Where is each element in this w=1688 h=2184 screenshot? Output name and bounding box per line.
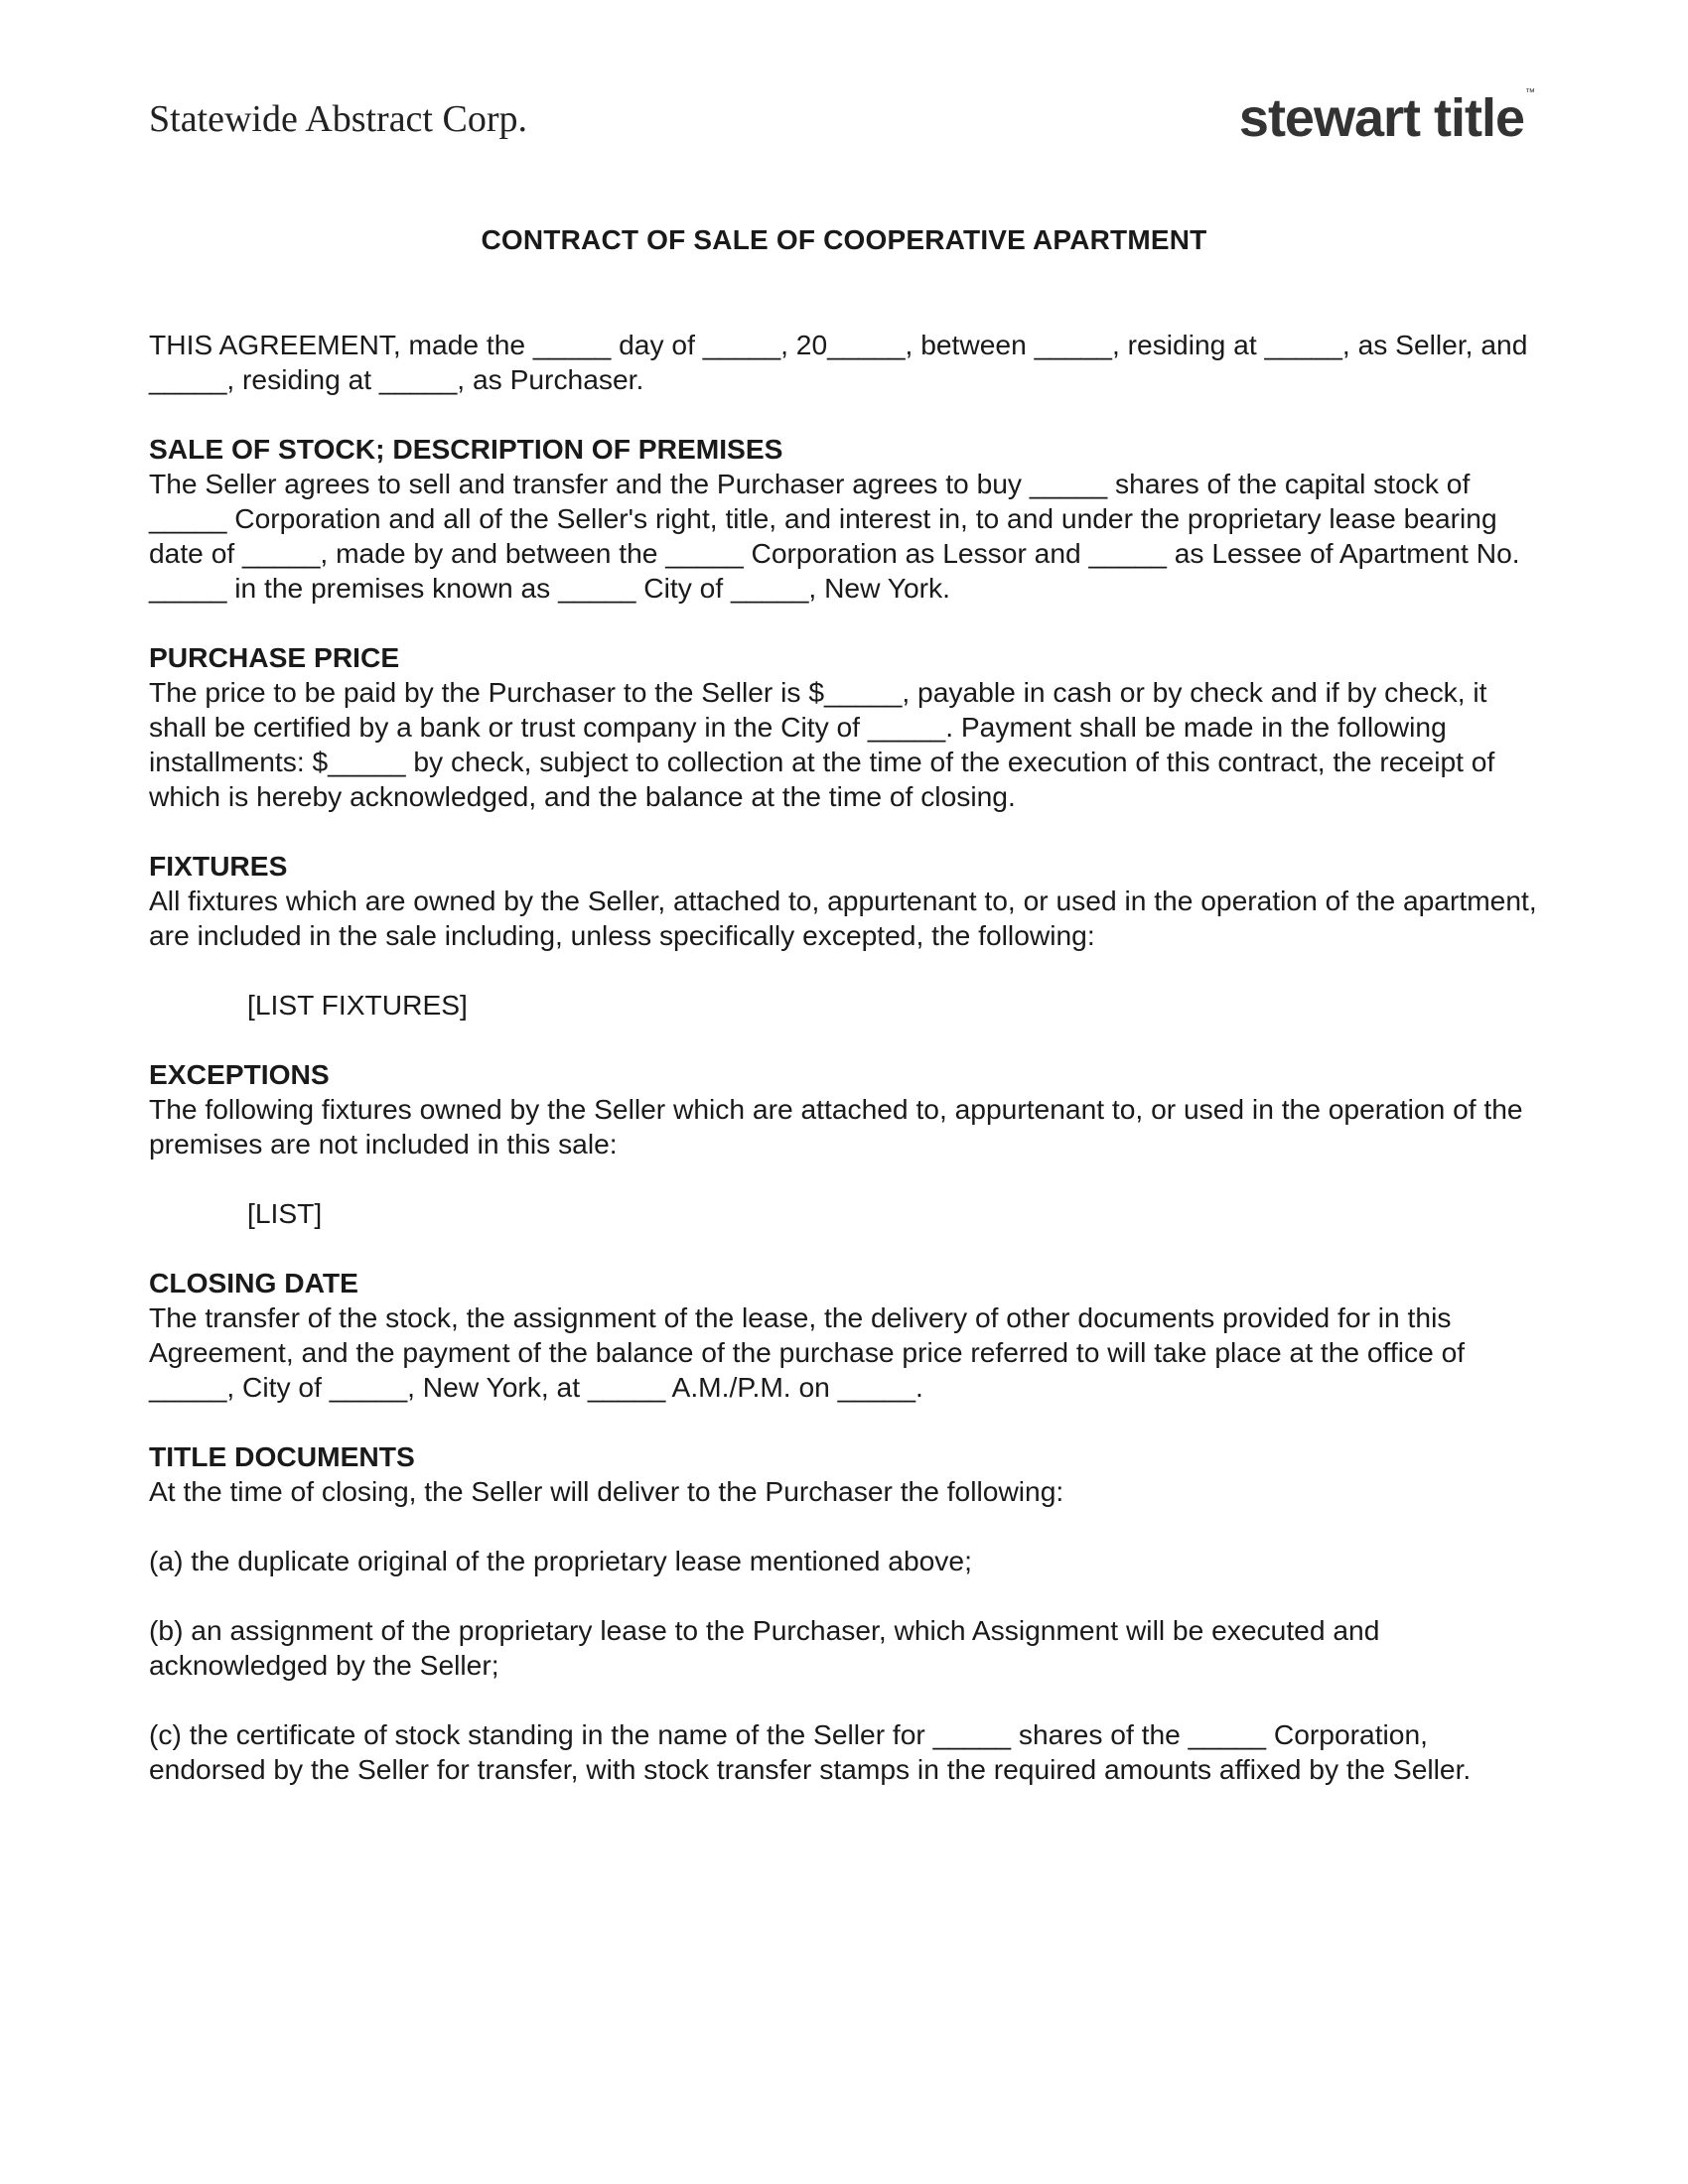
section-heading: CLOSING DATE (149, 1267, 358, 1298)
logo-text: stewart title (1238, 88, 1524, 148)
section-text: The transfer of the stock, the assignment of the lease, the delivery of other documents provided for in this Agreement, and the payment of the balance of the purchase price referred to will take place at the office of _____, City of _____, New York, at _____ A.M./P.M. on _____. (149, 1301, 1466, 1403)
section-text: The price to be paid by the Purchaser to the Seller is $_____, payable in cash or by check and if by check, it shall be certified by a bank or trust company in the City of _____. Payment shall be made in the following installments: $_____ by check, subject to collection at the time of the execution of this contract, the receipt of which is hereby acknowledged, and the balance at the time of closing. (149, 676, 1495, 812)
exceptions-placeholder: [LIST] (247, 1197, 323, 1229)
section-text: The Seller agrees to sell and transfer and the Purchaser agrees to buy _____ shares of the capital stock of _____ Corporation and all of the Seller's right, title, and interest in, to and under the proprietary lease bearing date of _____, made by and between the _____ Corporation as Lessor and _____ as Lessee of Apartment No. _____ in the premises known as _____ City of _____, New York. (149, 468, 1520, 604)
section-heading: EXCEPTIONS (149, 1058, 330, 1090)
company-name: Statewide Abstract Corp. (149, 98, 527, 140)
section-text: The following fixtures owned by the Seller which are attached to, appurtenant to, or used in the operation of the premises are not included in this sale: (149, 1093, 1523, 1160)
section-heading: SALE OF STOCK; DESCRIPTION OF PREMISES (149, 433, 783, 465)
document-title: CONTRACT OF SALE OF COOPERATIVE APARTMENT (481, 224, 1207, 255)
section-heading: TITLE DOCUMENTS (149, 1440, 415, 1472)
stewart-title-logo (1239, 87, 1534, 149)
section-title-documents (149, 1439, 1549, 1787)
section-fixtures (149, 849, 1549, 1023)
section-heading: FIXTURES (149, 850, 288, 882)
section-heading: PURCHASE PRICE (149, 641, 400, 673)
list-item: (c) the certificate of stock standing in the name of the Seller for _____ shares of the _____ Corporation, endorsed by the Seller for transfer, with stock transfer stamps in the required amounts affixed by the Seller. (149, 1718, 1472, 1785)
section-purchase-price (149, 640, 1549, 814)
intro-paragraph: THIS AGREEMENT, made the _____ day of _____, 20_____, between _____, residing at _____, as Seller, and _____, residing at _____, as Purchaser. (149, 329, 1528, 395)
section-closing-date (149, 1266, 1549, 1405)
list-item: (b) an assignment of the proprietary lease to the Purchaser, which Assignment will be executed and acknowledged by the Seller; (149, 1614, 1380, 1681)
section-sale-of-stock (149, 432, 1549, 606)
section-text: All fixtures which are owned by the Seller, attached to, appurtenant to, or used in the operation of the apartment, are included in the sale including, unless specifically excepted, the following: (149, 885, 1537, 951)
fixtures-placeholder: [LIST FIXTURES] (247, 989, 468, 1021)
section-exceptions (149, 1057, 1549, 1231)
document-body (149, 328, 1549, 1822)
section-text: At the time of closing, the Seller will deliver to the Purchaser the following: (149, 1475, 1064, 1507)
list-item: (a) the duplicate original of the proprietary lease mentioned above; (149, 1545, 972, 1576)
logo-trademark: ™ (1525, 87, 1534, 98)
